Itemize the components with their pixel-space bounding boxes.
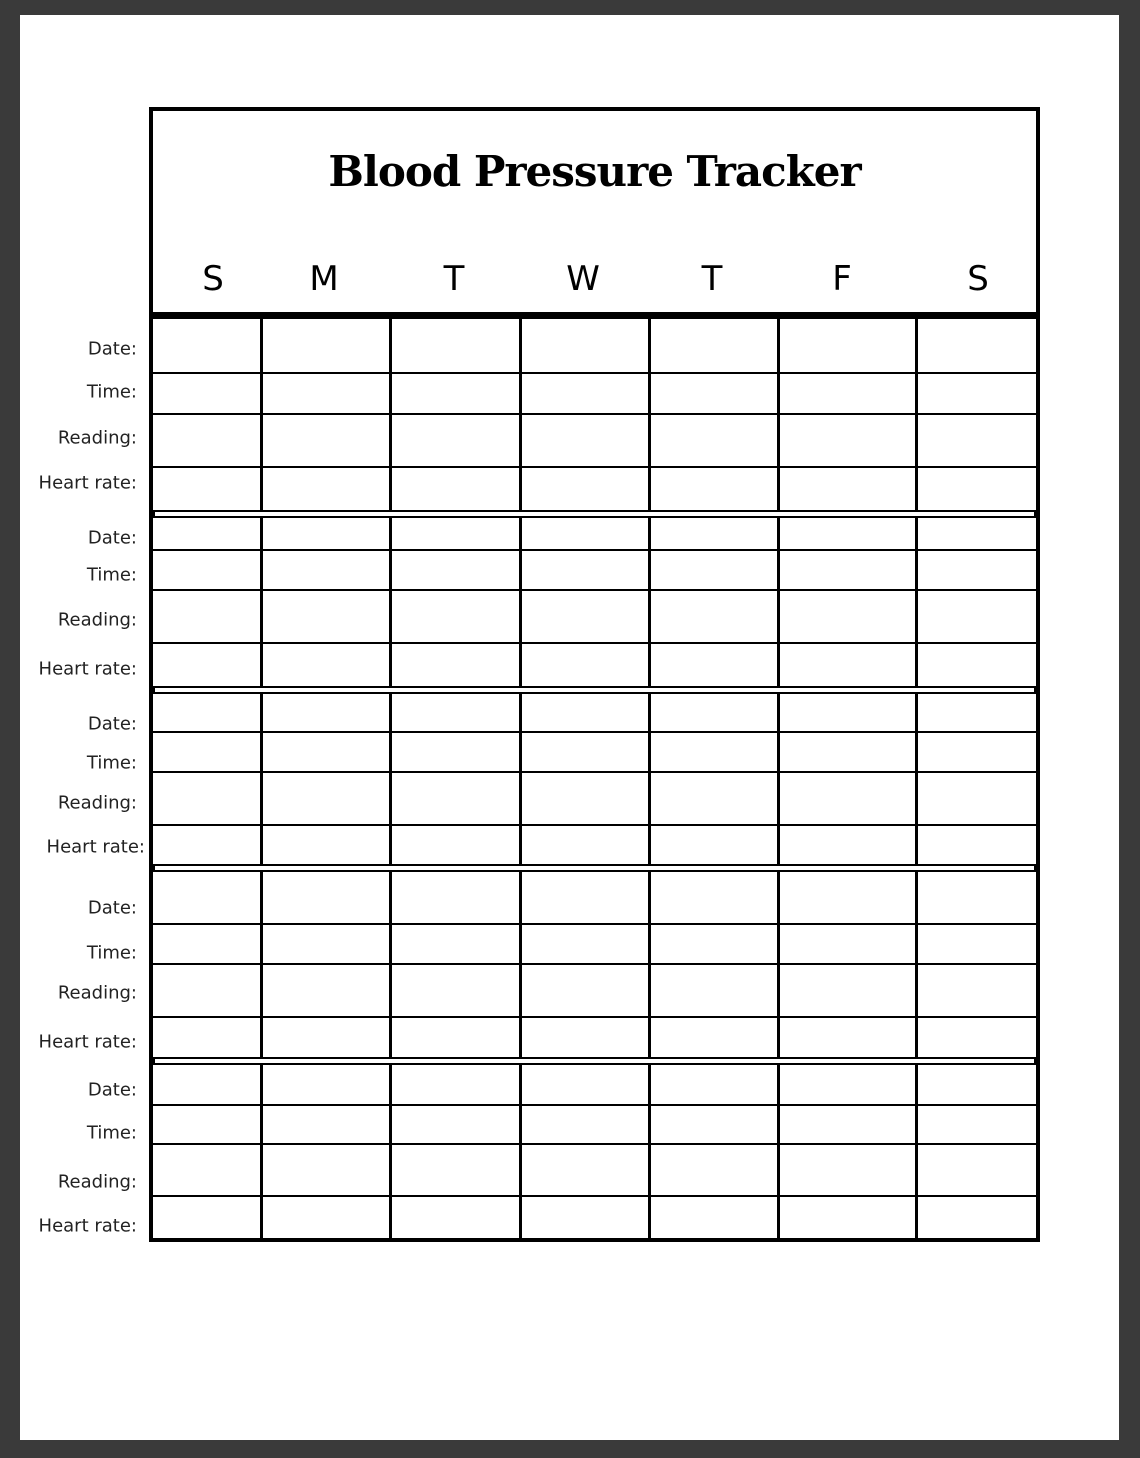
day-header-monday: M: [309, 259, 339, 299]
date-label: Date:: [87, 527, 137, 549]
day-header-sunday: S: [202, 259, 224, 299]
row-divider: [153, 413, 1036, 415]
row-divider: [153, 549, 1036, 551]
date-label: Date:: [87, 713, 137, 735]
column-divider: [777, 1063, 780, 1238]
column-divider: [777, 692, 780, 864]
heart-rate-label: Heart rate:: [38, 1215, 137, 1237]
block-separator: [153, 864, 1036, 872]
column-divider: [519, 516, 522, 686]
day-header-thursday: T: [701, 259, 723, 299]
column-divider: [519, 319, 522, 510]
heart-rate-label: Heart rate:: [46, 836, 145, 858]
date-label: Date:: [87, 338, 137, 360]
reading-label: Reading:: [57, 1171, 137, 1193]
row-divider: [153, 642, 1036, 644]
time-label: Time:: [86, 564, 137, 586]
reading-label: Reading:: [57, 982, 137, 1004]
row-divider: [153, 466, 1036, 468]
column-divider: [389, 692, 392, 864]
column-divider: [260, 516, 263, 686]
time-label: Time:: [86, 942, 137, 964]
column-divider: [648, 319, 651, 510]
time-label: Time:: [86, 381, 137, 403]
date-label: Date:: [87, 897, 137, 919]
row-divider: [153, 372, 1036, 374]
row-divider: [153, 1016, 1036, 1018]
column-divider: [777, 870, 780, 1057]
column-divider: [260, 870, 263, 1057]
page-title: Blood Pressure Tracker: [328, 147, 861, 196]
column-divider: [389, 516, 392, 686]
time-label: Time:: [86, 1122, 137, 1144]
block-separator: [153, 510, 1036, 518]
row-divider: [153, 1104, 1036, 1106]
tracker-header: [149, 107, 1040, 319]
column-divider: [648, 870, 651, 1057]
time-label: Time:: [86, 752, 137, 774]
day-header-tuesday: T: [443, 259, 465, 299]
row-divider: [153, 1195, 1036, 1197]
heart-rate-label: Heart rate:: [38, 1031, 137, 1053]
reading-label: Reading:: [57, 427, 137, 449]
column-divider: [648, 1063, 651, 1238]
day-header-friday: F: [832, 259, 852, 299]
row-divider: [153, 1143, 1036, 1145]
row-divider: [153, 771, 1036, 773]
block-separator: [153, 1057, 1036, 1065]
column-divider: [648, 516, 651, 686]
column-divider: [915, 1063, 918, 1238]
column-divider: [777, 516, 780, 686]
column-divider: [777, 319, 780, 510]
block-separator: [153, 686, 1036, 694]
reading-label: Reading:: [57, 792, 137, 814]
column-divider: [260, 1063, 263, 1238]
column-divider: [519, 692, 522, 864]
reading-label: Reading:: [57, 609, 137, 631]
row-divider: [153, 589, 1036, 591]
row-divider: [153, 731, 1036, 733]
heart-rate-label: Heart rate:: [38, 472, 137, 494]
column-divider: [915, 870, 918, 1057]
heart-rate-label: Heart rate:: [38, 658, 137, 680]
column-divider: [260, 692, 263, 864]
row-divider: [153, 963, 1036, 965]
column-divider: [648, 692, 651, 864]
row-divider: [153, 824, 1036, 826]
column-divider: [915, 516, 918, 686]
column-divider: [389, 319, 392, 510]
column-divider: [519, 870, 522, 1057]
row-divider: [153, 923, 1036, 925]
column-divider: [389, 870, 392, 1057]
column-divider: [915, 319, 918, 510]
day-header-saturday: S: [967, 259, 989, 299]
date-label: Date:: [87, 1079, 137, 1101]
column-divider: [260, 319, 263, 510]
column-divider: [519, 1063, 522, 1238]
column-divider: [915, 692, 918, 864]
day-header-wednesday: W: [566, 259, 600, 299]
column-divider: [389, 1063, 392, 1238]
